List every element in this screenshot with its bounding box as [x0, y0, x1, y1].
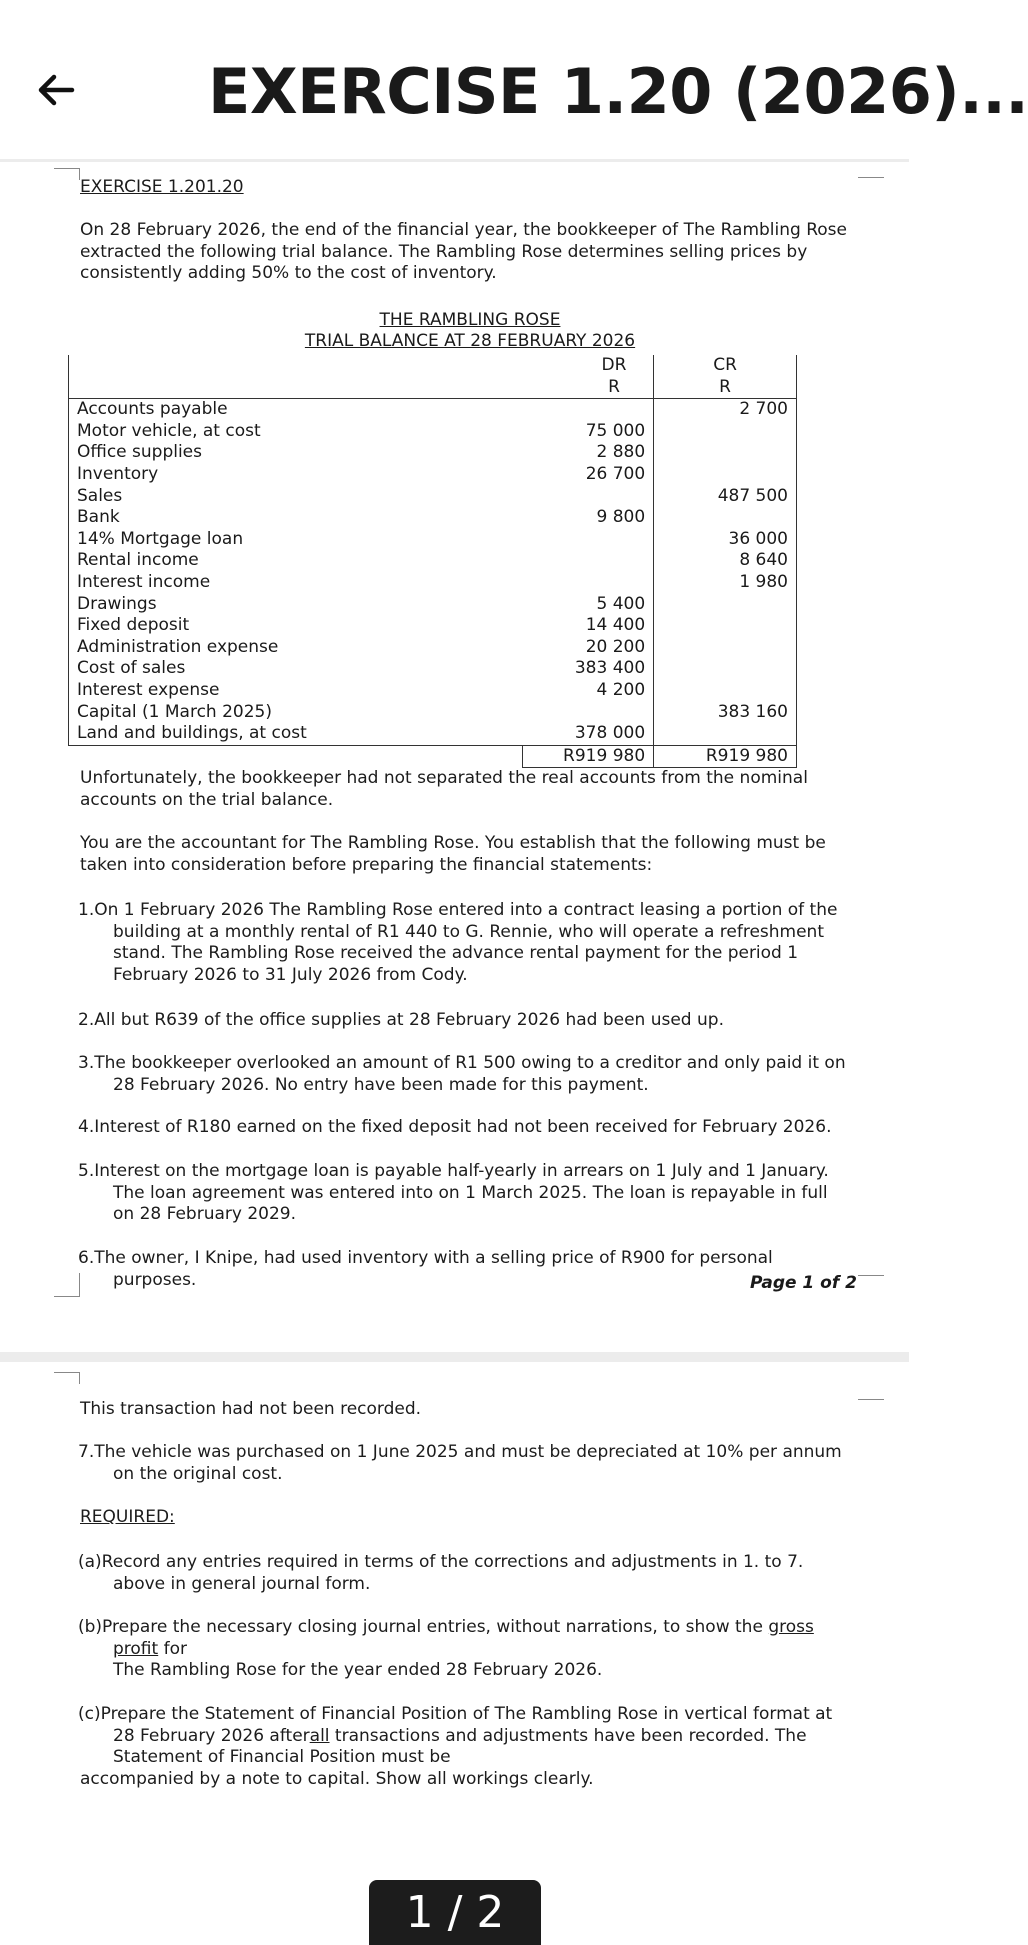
- required-c-text: (c)Prepare the Statement of Financial Position of The Rambling Rose in vertical format at 28 February 2026 after: [78, 1704, 833, 1746]
- required-a: (a)Record any entries required in terms of the corrections and adjustments in 1. to 7. above in general journal form.: [78, 1552, 804, 1594]
- tb-account: Administration expense: [69, 637, 523, 659]
- tb-account: Office supplies: [69, 442, 523, 464]
- item-1: 1.On 1 February 2026 The Rambling Rose entered into a contract leasing a portion of the building at a monthly rental of R1 440 to G. Rennie, who will operate a refreshment stand. The Rambling Rose received the advance rental payment for the period 1 February 2026 to 31 July 2026 from Cody.: [78, 900, 838, 985]
- tb-row: [69, 680, 797, 702]
- cr-header: CR: [654, 355, 797, 377]
- tb-row: [69, 529, 797, 551]
- tb-cr-value: 487 500: [654, 486, 797, 508]
- required-b-text: (b)Prepare the necessary closing journal entries, without narrations, to show the: [78, 1617, 769, 1637]
- tb-dr-value: [523, 702, 654, 724]
- tb-cr-value: [654, 680, 797, 702]
- required-c-last: accompanied by a note to capital. Show all workings clearly.: [80, 1769, 594, 1789]
- tb-row: [69, 399, 797, 421]
- item-2: 2.All but R639 of the office supplies at 28 February 2026 had been used up.: [78, 1010, 724, 1030]
- intro-paragraph: On 28 February 2026, the end of the financial year, the bookkeeper of The Rambling Rose extracted the following trial balance. The Rambling Rose determines selling prices by consistently adding 50% to the cost of inventory.: [80, 220, 847, 283]
- tb-row: [69, 442, 797, 464]
- tb-dr-value: 4 200: [523, 680, 654, 702]
- tb-cr-value: 36 000: [654, 529, 797, 551]
- required-b: [78, 1617, 848, 1660]
- tb-cr-value: [654, 421, 797, 443]
- tb-row: [69, 550, 797, 572]
- tb-account: Capital (1 March 2025): [69, 702, 523, 724]
- tb-cr-value: [654, 507, 797, 529]
- crop-mark: [858, 1399, 884, 1411]
- page-number-label: Page 1 of 2: [749, 1273, 857, 1293]
- tb-row: [69, 421, 797, 443]
- tb-dr-value: [523, 529, 654, 551]
- trial-balance-title: THE RAMBLING ROSE: [379, 310, 561, 330]
- required-c-text-2: transactions and adjustments have been recorded. The Statement of Financial Position must be: [113, 1725, 807, 1767]
- tb-cr-value: [654, 594, 797, 616]
- tb-cr-value: [654, 723, 797, 745]
- document-page-2[interactable]: [0, 1362, 909, 1945]
- total-cr: R919 980: [654, 745, 797, 768]
- document-page-1[interactable]: [0, 165, 909, 1352]
- tb-row: [69, 572, 797, 594]
- tb-dr-value: 20 200: [523, 637, 654, 659]
- tb-row: [69, 507, 797, 529]
- item-4: 4.Interest of R180 earned on the fixed deposit had not been received for February 2026.: [78, 1117, 832, 1137]
- page-indicator: 1 / 2: [369, 1880, 541, 1945]
- tb-account: Land and buildings, at cost: [69, 723, 523, 745]
- accountant-paragraph: You are the accountant for The Rambling Rose. You establish that the following must be taken into consideration before preparing the financial statements:: [80, 833, 826, 875]
- tb-dr-value: 378 000: [523, 723, 654, 745]
- page-separator: [0, 1352, 909, 1362]
- crop-mark: [858, 177, 884, 189]
- tb-dr-value: 5 400: [523, 594, 654, 616]
- trial-balance-subtitle: TRIAL BALANCE AT 28 FEBRUARY 2026: [304, 331, 636, 351]
- back-button[interactable]: [28, 62, 84, 118]
- item-3: 3.The bookkeeper overlooked an amount of R1 500 owing to a creditor and only paid it on 28 February 2026. No entry have been made for this payment.: [78, 1053, 846, 1095]
- tb-account: Motor vehicle, at cost: [69, 421, 523, 443]
- tb-row: [69, 723, 797, 745]
- tb-dr-value: [523, 486, 654, 508]
- tb-cr-value: [654, 637, 797, 659]
- total-dr: R919 980: [523, 745, 654, 768]
- after-table-paragraph: Unfortunately, the bookkeeper had not separated the real accounts from the nominal accounts on the trial balance.: [80, 768, 808, 810]
- tb-row: [69, 486, 797, 508]
- tb-row: [69, 637, 797, 659]
- arrow-left-icon: [32, 66, 80, 114]
- all-text: all: [309, 1725, 330, 1746]
- dr-unit: R: [523, 377, 654, 399]
- crop-mark: [858, 1275, 884, 1287]
- tb-row: [69, 615, 797, 637]
- crop-mark: [54, 168, 80, 180]
- item-5: 5.Interest on the mortgage loan is payable half-yearly in arrears on 1 July and 1 January. The loan agreement was entered into on 1 March 2025. The loan is repayable in full on 28 February 2029.: [78, 1161, 829, 1224]
- tb-dr-value: 9 800: [523, 507, 654, 529]
- tb-dr-value: 75 000: [523, 421, 654, 443]
- tb-account: Fixed deposit: [69, 615, 523, 637]
- tb-cr-value: 383 160: [654, 702, 797, 724]
- tb-row: [69, 594, 797, 616]
- tb-row: [69, 464, 797, 486]
- tb-account: Sales: [69, 486, 523, 508]
- tb-account: Bank: [69, 507, 523, 529]
- crop-mark: [54, 1372, 80, 1384]
- tb-dr-value: [523, 550, 654, 572]
- tb-account: 14% Mortgage loan: [69, 529, 523, 551]
- tb-dr-value: 26 700: [523, 464, 654, 486]
- tb-cr-value: 8 640: [654, 550, 797, 572]
- tb-cr-value: 1 980: [654, 572, 797, 594]
- tb-account: Inventory: [69, 464, 523, 486]
- tb-cr-value: [654, 658, 797, 680]
- tb-account: Interest income: [69, 572, 523, 594]
- required-c: [78, 1704, 848, 1769]
- exercise-heading: EXERCISE 1.201.20: [80, 177, 244, 197]
- item-7: 7.The vehicle was purchased on 1 June 2025 and must be depreciated at 10% per annum on the original cost.: [78, 1442, 842, 1484]
- tb-account: Accounts payable: [69, 399, 523, 421]
- tb-row: [69, 702, 797, 724]
- tb-cr-value: 2 700: [654, 399, 797, 421]
- tb-account: Rental income: [69, 550, 523, 572]
- item-6: 6.The owner, I Knipe, had used inventory with a selling price of R900 for personal purposes.: [78, 1248, 773, 1290]
- tb-account: Drawings: [69, 594, 523, 616]
- tb-account: Interest expense: [69, 680, 523, 702]
- tb-cr-value: [654, 442, 797, 464]
- tb-dr-value: 14 400: [523, 615, 654, 637]
- tb-dr-value: [523, 572, 654, 594]
- tb-row: [69, 658, 797, 680]
- continued-text: This transaction had not been recorded.: [80, 1399, 422, 1419]
- cr-unit: R: [654, 377, 797, 399]
- tb-dr-value: [523, 399, 654, 421]
- tb-cr-value: [654, 464, 797, 486]
- tb-account: Cost of sales: [69, 658, 523, 680]
- tb-cr-value: [654, 615, 797, 637]
- required-b-for: for: [158, 1638, 187, 1659]
- app-header: [0, 0, 1028, 162]
- tb-dr-value: 2 880: [523, 442, 654, 464]
- document-title: EXERCISE 1.20 (2026)...: [208, 55, 1028, 128]
- required-heading: REQUIRED:: [80, 1507, 175, 1527]
- dr-header: DR: [523, 355, 654, 377]
- gross-profit-text: gross profit: [113, 1617, 814, 1659]
- required-b-line3: The Rambling Rose for the year ended 28 February 2026.: [113, 1660, 603, 1680]
- crop-mark: [54, 1273, 80, 1297]
- trial-balance-table: [68, 355, 797, 768]
- tb-dr-value: 383 400: [523, 658, 654, 680]
